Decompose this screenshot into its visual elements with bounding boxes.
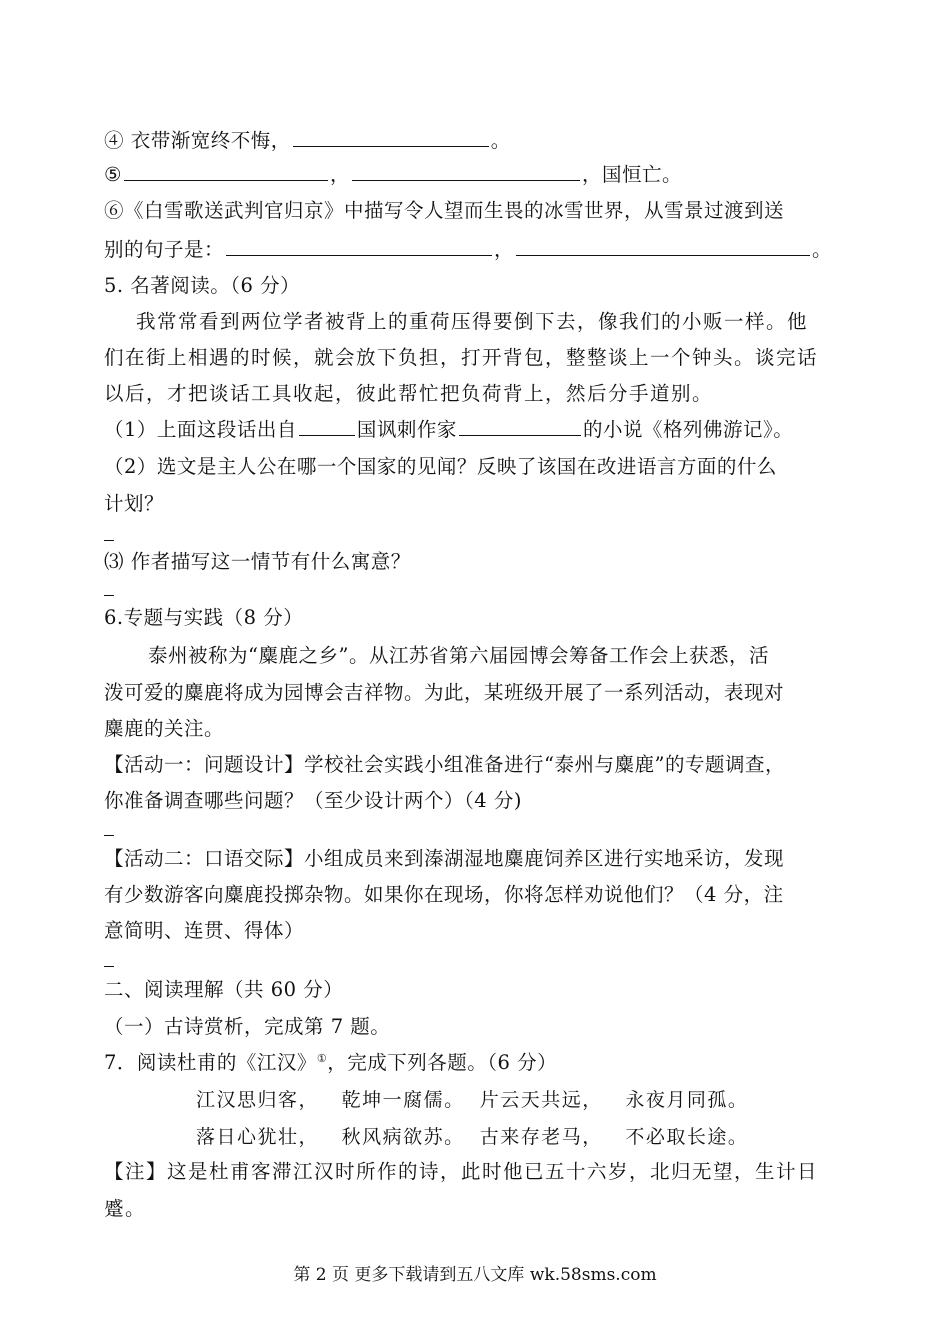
- q5-sub2-line2: 计划？: [104, 492, 165, 515]
- answer-blank[interactable]: [459, 417, 581, 436]
- answer-line[interactable]: [104, 966, 114, 967]
- section2-heading: 二、阅读理解（共 60 分）: [104, 978, 344, 1001]
- q6-intro-line: 泼可爱的麋鹿将成为园博会吉祥物。为此，某班级开展了一系列活动，表现对: [104, 681, 785, 704]
- answer-line[interactable]: [104, 595, 114, 596]
- section2-subheading: （一）古诗赏析，完成第 7 题。: [104, 1015, 391, 1038]
- fill-question-6-line2: 别的句子是： ， 。: [104, 238, 833, 261]
- q6-activity1-line: 你准备调查哪些问题？（至少设计两个）（4 分): [104, 789, 522, 812]
- footnote-marker: ①: [316, 1052, 328, 1065]
- answer-blank[interactable]: [299, 417, 355, 436]
- answer-blank[interactable]: [226, 237, 492, 256]
- fill-question-4: ④ 衣带渐宽终不悔， 。: [104, 129, 511, 152]
- q6-activity1-line: 【活动一：问题设计】学校社会实践小组准备进行“泰州与麋鹿”的专题调查，: [104, 753, 785, 776]
- q5-passage-line: 们在街上相遇的时候，就会放下负担，打开背包，整整谈上一个钟头。谈完话: [104, 346, 819, 369]
- fill-question-6-line1: ⑥《白雪歌送武判官归京》中描写令人望而生畏的冰雪世界，从雪景过渡到送: [104, 199, 785, 222]
- fill-question-5: ⑤ ， ，国恒亡。: [104, 163, 683, 186]
- answer-line[interactable]: [104, 835, 114, 836]
- q6-intro-line: 泰州被称为“麋鹿之乡”。从江苏省第六届园博会筹备工作会上获悉，活: [148, 644, 769, 667]
- answer-blank[interactable]: [352, 162, 580, 181]
- poem-line: 落日心犹壮， 秋风病欲苏。 古来存老马， 不必取长途。: [196, 1126, 749, 1148]
- q6-activity2-line: 有少数游客向麋鹿投掷杂物。如果你在现场，你将怎样劝说他们？（4 分，注: [104, 883, 784, 906]
- q7-heading: 7．阅读杜甫的《江汉》①，完成下列各题。（6 分）: [104, 1051, 558, 1074]
- q5-sub1: （1）上面这段话出自 国讽刺作家 的小说《格列佛游记》。: [104, 418, 794, 441]
- q6-intro-line: 麋鹿的关注。: [104, 717, 225, 740]
- q5-passage-line: 我常常看到两位学者被背上的重荷压得要倒下去，像我们的小贩一样。他: [136, 310, 809, 333]
- page-footer: 第 2 页 更多下载请到五八文库 wk.58sms.com: [293, 1265, 657, 1285]
- q6-activity2-line: 意简明、连贯、得体）: [104, 919, 305, 942]
- q5-sub2-line1: （2）选文是主人公在哪一个国家的见闻？反映了该国在改进语言方面的什么: [104, 455, 777, 478]
- poem-line: 江汉思归客， 乾坤一腐儒。 片云天共远， 永夜月同孤。: [196, 1089, 749, 1111]
- q5-passage-line: 以后，才把谈话工具收起，彼此帮忙把负荷背上，然后分手道别。: [104, 382, 714, 405]
- q5-heading: 5. 名著阅读。（6 分）: [104, 274, 301, 297]
- answer-blank[interactable]: [293, 128, 489, 147]
- poem-note-line: 【注】这是杜甫客滞江汉时所作的诗，此时他已五十六岁，北归无望，生计日: [104, 1160, 819, 1183]
- q5-sub3: ⑶ 作者描写这一情节有什么寓意？: [104, 550, 411, 573]
- poem-note-line: 蹙。: [104, 1197, 147, 1220]
- answer-blank[interactable]: [516, 237, 810, 256]
- q6-activity2-line: 【活动二：口语交际】小组成员来到溱湖湿地麋鹿饲养区进行实地采访，发现: [104, 847, 785, 870]
- q6-heading: 6.专题与实践（8 分）: [104, 606, 304, 629]
- answer-blank[interactable]: [124, 162, 328, 181]
- answer-line[interactable]: [104, 540, 114, 541]
